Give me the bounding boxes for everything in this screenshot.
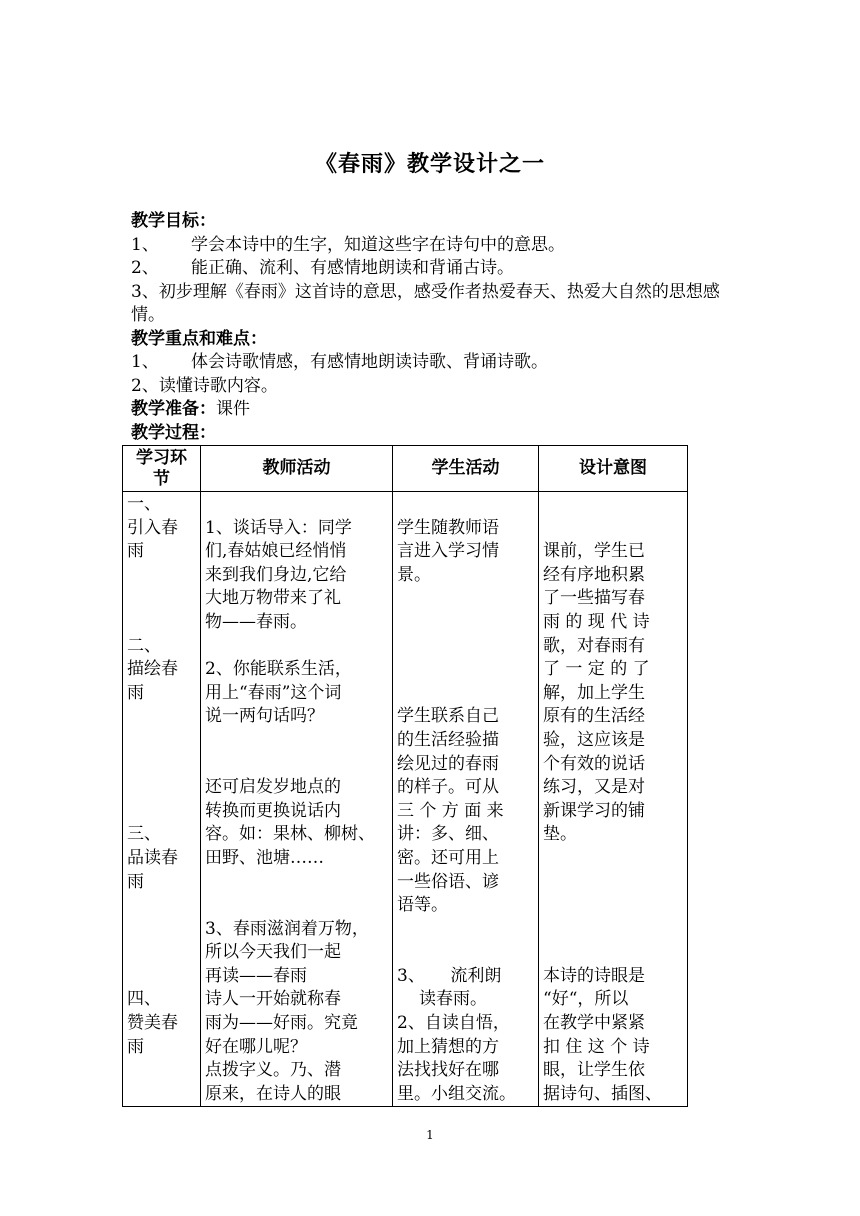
preparation-line: 教学准备：课件 (131, 399, 250, 419)
document-title: 《春雨》教学设计之一 (314, 151, 545, 177)
lesson-process-table (122, 445, 688, 1107)
objective-item: 3、初步理解《春雨》这首诗的意思，感受作者热爱春天、热爱大自然的思想感情。 (131, 281, 720, 325)
objective-item: 2、 能正确、流利、有感情地朗读和背诵古诗。 (131, 258, 514, 278)
objectives-heading: 教学目标： (131, 211, 216, 231)
header-teacher: 教师活动 (201, 446, 393, 492)
stage-cell: 一、 引入春 雨 二、 描绘春 雨 三、 品读春 雨 四、 赞美春 雨 (123, 492, 201, 1107)
teacher-activity-cell: 1、谈话导入：同学 们,春姑娘已经悄悄 来到我们身边,它给 大地万物带来了礼 物——春雨。 2、你能联系生活， 用上“春雨”这个词 说一两句话吗？ 还可启发岁地点的 转换而更换说话内 容。如：果林、柳树、 田野、池塘…… 3、春雨滋润着万物， 所以今天我们一起 再读——春雨 诗人一开始就称春 雨为——好雨。究竟 好在哪儿呢？ 点拨字义。乃、潜 原来，在诗人的眼 (201, 492, 393, 1107)
page-number: 1 (426, 1128, 434, 1142)
student-activity-cell: 学生随教师语 言进入学习情 景。 学生联系自己 的生活经验描 绘见过的春雨 的样子。可从 三 个 方 面 来 讲：多、细、 密。还可用上 一些俗语、谚 语等。 3、 流利朗 读春雨。 2、自读自悟， 加上猜想的方 法找找好在哪 里。小组交流。 (393, 492, 539, 1107)
header-intent: 设计意图 (539, 446, 688, 492)
table-header-row (123, 446, 688, 492)
header-student: 学生活动 (393, 446, 539, 492)
objective-item: 1、 学会本诗中的生字，知道这些字在诗句中的意思。 (131, 234, 565, 255)
process-heading: 教学过程： (131, 422, 216, 443)
document-body (131, 210, 731, 445)
design-intent-cell: 课前，学生已 经有序地积累 了一些描写春 雨 的 现 代 诗 歌，对春雨有 了 一 定 的 了 解，加上学生 原有的生活经 验，这应该是 个有效的说话 练习，又是对 新课学习的铺 垫。 本诗的诗眼是 “好“，所以 在教学中紧紧 扣 住 这 个 诗 眼，让学生依 据诗句、插图、 (539, 492, 688, 1107)
key-point-item: 1、 体会诗歌情感，有感情地朗读诗歌、背诵诗歌。 (131, 352, 548, 372)
header-stage: 学习环节 (123, 446, 201, 492)
key-point-item: 2、读懂诗歌内容。 (131, 375, 278, 396)
key-points-heading: 教学重点和难点： (131, 328, 267, 349)
table-row (123, 492, 688, 1107)
